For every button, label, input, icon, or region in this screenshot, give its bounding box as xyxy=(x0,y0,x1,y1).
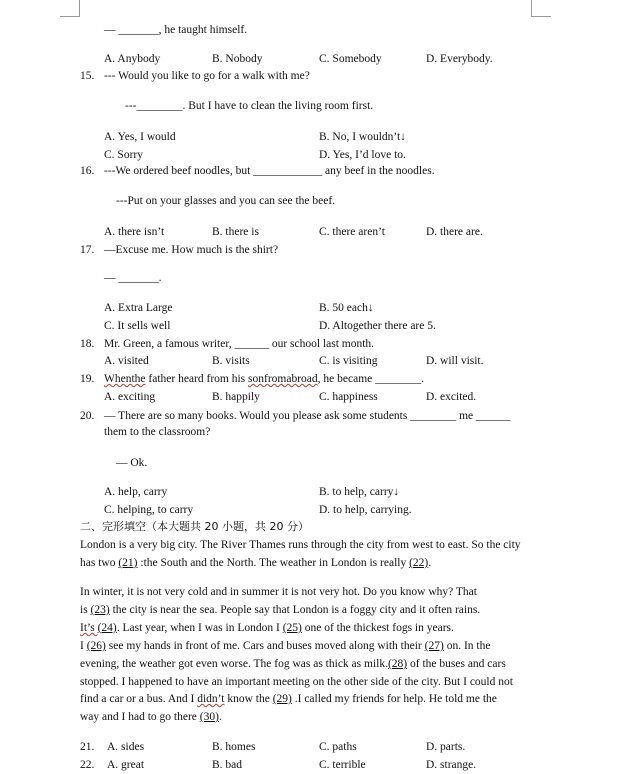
q14-stem: — _______, he taught himself. xyxy=(104,24,248,36)
passage-text: has two xyxy=(80,557,119,569)
passage-p1-line2 xyxy=(80,556,431,570)
passage-text: find a car or a bus. And I xyxy=(80,693,198,705)
passage-p2-line4 xyxy=(80,639,490,653)
passage-p1-line1: London is a very big city. The River Thames runs through the city from west to east. So the city xyxy=(80,539,521,551)
passage-text: see my hands in front of me. Cars and buses moved along with their xyxy=(105,640,425,652)
q17-option-a: A. Extra Large xyxy=(104,302,173,314)
q20-stem: — There are so many books. Would you please ask some students ________ me ______ xyxy=(104,410,511,422)
q15-option-a: A. Yes, I would xyxy=(104,131,176,143)
q15-option-c: C. Sorry xyxy=(104,149,143,161)
q17-stem: —Excuse me. How much is the shirt? xyxy=(104,244,279,256)
q19-option-b: B. happily xyxy=(212,391,260,403)
q20-number: 20. xyxy=(80,410,95,422)
q16-stem: ---We ordered beef noodles, but ____________ any beef in the noodles. xyxy=(104,165,435,177)
q16-option-c: C. there aren’t xyxy=(319,226,385,238)
q19-stem-part-c: sonfromabroad xyxy=(248,373,318,385)
q17-option-d: D. Altogether there are 5. xyxy=(319,320,436,332)
passage-text: is xyxy=(80,604,91,616)
q18-option-a: A. visited xyxy=(104,355,149,367)
q21-option-b: B. homes xyxy=(212,741,256,753)
q22-number: 22. xyxy=(80,759,95,771)
q20-stem-continued: them to the classroom? xyxy=(104,426,211,438)
q19-number: 19. xyxy=(80,373,95,385)
blank-23: (23) xyxy=(90,604,110,616)
q16-option-b: B. there is xyxy=(212,226,259,238)
passage-text: didn’t xyxy=(197,693,225,705)
blank-26: (26) xyxy=(86,640,106,652)
q19-stem-part-d: , he became ________. xyxy=(317,373,424,385)
blank-30: (30) xyxy=(199,711,219,723)
q17-number: 17. xyxy=(80,244,95,256)
q18-option-d: D. will visit. xyxy=(426,355,484,367)
q21-option-c: C. paths xyxy=(319,741,357,753)
q18-option-b: B. visits xyxy=(212,355,250,367)
passage-p2-line3 xyxy=(80,621,454,635)
passage-text: . xyxy=(428,557,432,569)
passage-p2-line8 xyxy=(80,710,222,724)
passage-text: I xyxy=(80,640,87,652)
q22-option-d: D. strange. xyxy=(426,759,477,771)
passage-text: .I called my friends for help. He told me the xyxy=(291,693,497,705)
passage-text: one of the thickest fogs in years. xyxy=(301,622,454,634)
q21-option-a: A. sides xyxy=(107,741,145,753)
q15-reply: ---________. But I have to clean the living room first. xyxy=(125,100,374,112)
q19-stem-part-a: Whenthe xyxy=(104,373,146,385)
passage-p2-line6: stopped. I happened to have an important meeting on the other side of the city. But I could not xyxy=(80,676,513,688)
passage-text: way and I had to go there xyxy=(80,711,200,723)
q15-option-b: B. No, I wouldn’t↓ xyxy=(319,131,406,143)
crop-mark-right-v xyxy=(531,0,532,16)
passage-text: :the South and the North. The weather in London is really xyxy=(137,557,410,569)
q19-option-d: D. excited. xyxy=(426,391,477,403)
q22-option-b: B. bad xyxy=(212,759,243,771)
section-heading-cloze: 二、完形填空（本大题共 20 小题，共 20 分） xyxy=(80,520,309,533)
q18-number: 18. xyxy=(80,338,95,350)
passage-text: on. In the xyxy=(443,640,491,652)
passage-text: evening, the weather got even worse. The fog was as thick as milk. xyxy=(80,658,388,670)
q17-option-c: C. It sells well xyxy=(104,320,171,332)
q14-option-c: C. Somebody xyxy=(319,53,382,65)
q19-stem-part-b: father heard from his xyxy=(145,373,249,385)
q15-stem: --- Would you like to go for a walk with me? xyxy=(104,70,310,82)
passage-p2-line1: In winter, it is not very cold and in summer it is not very hot. Do you know why? That xyxy=(80,586,477,598)
q16-number: 16. xyxy=(80,165,95,177)
blank-22: (22) xyxy=(409,557,429,569)
q14-option-d: D. Everybody. xyxy=(426,53,493,65)
q15-option-d: D. Yes, I’d love to. xyxy=(319,149,406,161)
blank-24: (24) xyxy=(97,622,117,634)
q21-option-d: D. parts. xyxy=(426,741,466,753)
passage-text: It’s xyxy=(80,622,98,634)
q16-option-d: D. there are. xyxy=(426,226,483,238)
blank-21: (21) xyxy=(118,557,138,569)
blank-28: (28) xyxy=(387,658,408,670)
q22-option-c: C. terrible xyxy=(319,759,366,771)
passage-p2-line2 xyxy=(80,603,480,617)
passage-text: the city is near the sea. People say that London is a foggy city and it often rains. xyxy=(109,604,481,616)
crop-mark-right-h xyxy=(531,16,551,17)
q14-option-a: A. Anybody xyxy=(104,53,161,65)
q16-reply: ---Put on your glasses and you can see the beef. xyxy=(116,195,336,207)
passage-text: know the xyxy=(224,693,273,705)
q17-reply: — _______. xyxy=(104,272,162,284)
q15-number: 15. xyxy=(80,70,95,82)
passage-text: . xyxy=(218,711,222,723)
q20-option-c: C. helping, to carry xyxy=(104,504,194,516)
passage-text: of the buses and cars xyxy=(407,658,506,670)
q16-option-a: A. there isn’t xyxy=(104,226,165,238)
crop-mark-left-v xyxy=(79,0,80,16)
q19-option-a: A. exciting xyxy=(104,391,156,403)
q19-option-c: C. happiness xyxy=(319,391,378,403)
blank-29: (29) xyxy=(272,693,292,705)
q18-option-c: C. is visiting xyxy=(319,355,378,367)
blank-25: (25) xyxy=(282,622,302,634)
passage-p2-line5 xyxy=(80,657,506,671)
q18-stem: Mr. Green, a famous writer, ______ our school last month. xyxy=(104,338,375,350)
q21-number: 21. xyxy=(80,741,95,753)
q19-stem xyxy=(104,372,424,386)
q20-option-a: A. help, carry xyxy=(104,486,168,498)
passage-text: . Last year, when I was in London I xyxy=(116,622,283,634)
q17-option-b: B. 50 each↓ xyxy=(319,302,374,314)
q20-option-d: D. to help, carrying. xyxy=(319,504,412,516)
q14-option-b: B. Nobody xyxy=(212,53,263,65)
q20-option-b: B. to help, carry↓ xyxy=(319,486,400,498)
q22-option-a: A. great xyxy=(107,759,145,771)
crop-mark-left-h xyxy=(60,16,80,17)
blank-27: (27) xyxy=(424,640,444,652)
passage-p2-line7 xyxy=(80,692,497,706)
q20-reply: — Ok. xyxy=(116,457,148,469)
